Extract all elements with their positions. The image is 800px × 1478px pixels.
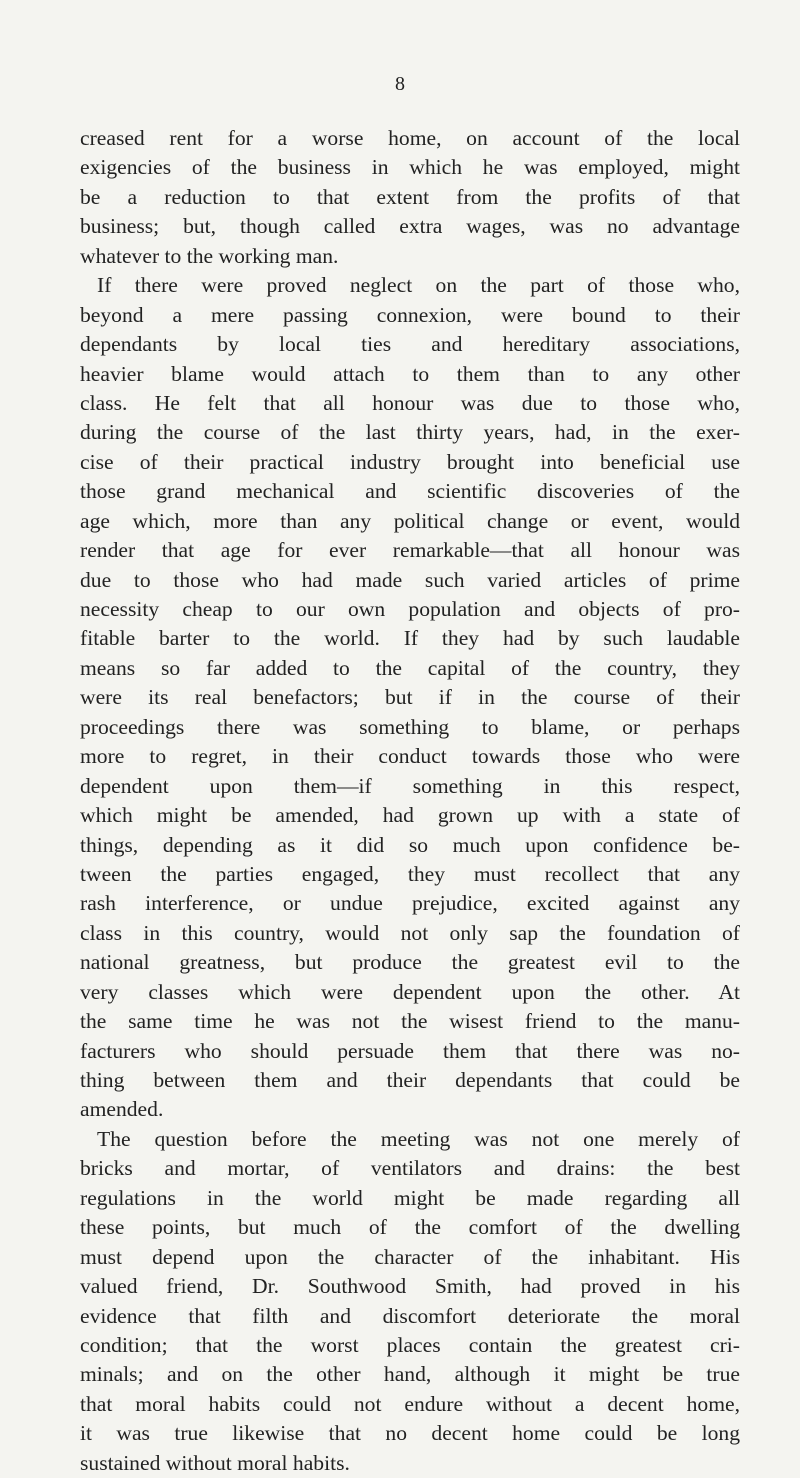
- text-line: age which, more than any political change or event, would: [80, 508, 740, 533]
- text-line: The question before the meeting was not one merely of: [97, 1126, 740, 1151]
- text-line: cise of their practical industry brought into beneficial use: [80, 449, 740, 474]
- text-line: regulations in the world might be made regarding all: [80, 1185, 740, 1210]
- paragraph: [80, 271, 740, 1125]
- text-line: valued friend, Dr. Southwood Smith, had proved in his: [80, 1274, 740, 1299]
- text-line: class. He felt that all honour was due to those who,: [80, 390, 740, 415]
- text-line: render that age for ever remarkable—that all honour was: [80, 538, 740, 563]
- text-line: If there were proved neglect on the part of those who,: [97, 273, 740, 298]
- text-line: those grand mechanical and scientific discoveries of the: [80, 479, 740, 504]
- text-line: necessity cheap to our own population and objects of pro-: [80, 597, 740, 621]
- text-line: these points, but much of the comfort of the dwelling: [80, 1215, 740, 1240]
- text-line: tween the parties engaged, they must recollect that any: [80, 861, 740, 886]
- text-line: must depend upon the character of the inhabitant. His: [80, 1244, 740, 1269]
- text-line: means so far added to the capital of the country, they: [80, 655, 740, 680]
- text-line: bricks and mortar, of ventilators and drains: the best: [80, 1156, 740, 1181]
- text-line: exigencies of the business in which he was employed, might: [80, 155, 740, 180]
- text-line: fitable barter to the world. If they had by such laudable: [80, 626, 740, 651]
- text-line: business; but, though called extra wages, was no advantage: [80, 214, 740, 239]
- text-line: class in this country, would not only sap the foundation of: [80, 920, 740, 945]
- body-text: [80, 124, 740, 1478]
- text-line: beyond a mere passing connexion, were bound to their: [80, 302, 740, 327]
- text-line: creased rent for a worse home, on account of the local: [80, 126, 740, 150]
- text-line: dependent upon them—if something in this respect,: [80, 773, 740, 798]
- paragraph: [80, 1125, 740, 1478]
- text-line: were its real benefactors; but if in the course of their: [80, 685, 740, 710]
- text-line: amended.: [80, 1097, 164, 1122]
- paragraph: [80, 124, 740, 271]
- text-line: it was true likewise that no decent home could be long: [80, 1421, 740, 1446]
- text-line: which might be amended, had grown up with a state of: [80, 803, 740, 828]
- text-line: condition; that the worst places contain the greatest cri-: [80, 1332, 740, 1357]
- text-line: heavier blame would attach to them than to any other: [80, 361, 740, 386]
- text-line: more to regret, in their conduct towards those who were: [80, 744, 740, 769]
- text-line: the same time he was not the wisest friend to the manu-: [80, 1009, 740, 1034]
- text-line: whatever to the working man.: [80, 243, 339, 268]
- page-number: 8: [395, 73, 405, 95]
- text-line: minals; and on the other hand, although it might be true: [80, 1362, 740, 1387]
- text-line: rash interference, or undue prejudice, excited against any: [80, 891, 740, 916]
- text-line: be a reduction to that extent from the profits of that: [80, 184, 740, 209]
- text-line: proceedings there was something to blame, or perhaps: [80, 714, 740, 739]
- text-line: sustained without moral habits.: [80, 1450, 350, 1475]
- text-line: facturers who should persuade them that there was no-: [80, 1038, 740, 1063]
- text-line: due to those who had made such varied articles of prime: [80, 567, 740, 592]
- text-line: during the course of the last thirty years, had, in the exer-: [80, 420, 740, 445]
- text-line: dependants by local ties and hereditary associations,: [80, 332, 740, 357]
- text-line: very classes which were dependent upon the other. At: [80, 979, 740, 1004]
- text-line: things, depending as it did so much upon confidence be-: [80, 832, 740, 857]
- text-line: evidence that filth and discomfort deteriorate the moral: [80, 1303, 740, 1328]
- text-line: national greatness, but produce the greatest evil to the: [80, 950, 740, 975]
- text-line: that moral habits could not endure without a decent home,: [80, 1391, 740, 1416]
- text-line: thing between them and their dependants that could be: [80, 1068, 740, 1092]
